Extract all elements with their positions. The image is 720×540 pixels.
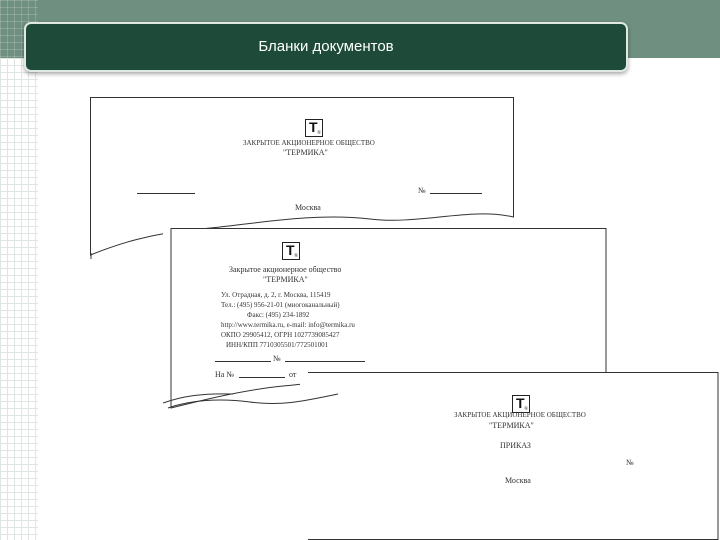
company-logo-icon: Т ® [305, 119, 323, 137]
number-label: № [626, 458, 634, 467]
date-line [137, 193, 195, 194]
company-type: ЗАКРЫТОЕ АКЦИОНЕРНОЕ ОБЩЕСТВО [243, 139, 375, 147]
torn-edge-decoration [160, 380, 340, 420]
slide-title: Бланки документов [258, 38, 394, 55]
date-line [215, 361, 271, 362]
address-line: Ул. Отрадная, д. 2, г. Москва, 115419 [221, 291, 331, 299]
company-name: "ТЕРМИКА" [283, 148, 328, 157]
company-type: ЗАКРЫТОЕ АКЦИОНЕРНОЕ ОБЩЕСТВО [454, 411, 586, 419]
order-form-3 [300, 372, 720, 540]
document-type: ПРИКАЗ [500, 441, 531, 450]
decorative-grid [0, 58, 38, 540]
number-label: № [418, 186, 426, 195]
reference-from-label: от [289, 370, 297, 379]
fax-line: Факс: (495) 234-1892 [247, 311, 310, 319]
reference-number-line [239, 377, 285, 378]
city-label: Москва [505, 476, 531, 485]
company-logo-icon: Т ® [282, 242, 300, 260]
sheet-3-outline [300, 372, 720, 540]
slide-title-bar [24, 22, 628, 72]
company-name: "ТЕРМИКА" [489, 421, 534, 430]
phone-line: Тел.: (495) 956-21-01 (многоканальный) [221, 301, 340, 309]
web-line: http://www.termika.ru, e-mail: info@termika.ru [221, 321, 355, 329]
company-name: "ТЕРМИКА" [263, 275, 308, 284]
inn-line: ИНН/КПП 7710305501/772501001 [226, 341, 329, 349]
number-line [430, 193, 482, 194]
company-type: Закрытое акционерное общество [229, 265, 342, 274]
number-line [285, 361, 365, 362]
company-logo-icon: Т ® [512, 395, 530, 413]
reference-label: На № [215, 370, 234, 379]
codes-line: ОКПО 29905412, ОГРН 1027739085427 [221, 331, 340, 339]
city-label: Москва [295, 203, 321, 212]
number-label: № [273, 354, 281, 363]
